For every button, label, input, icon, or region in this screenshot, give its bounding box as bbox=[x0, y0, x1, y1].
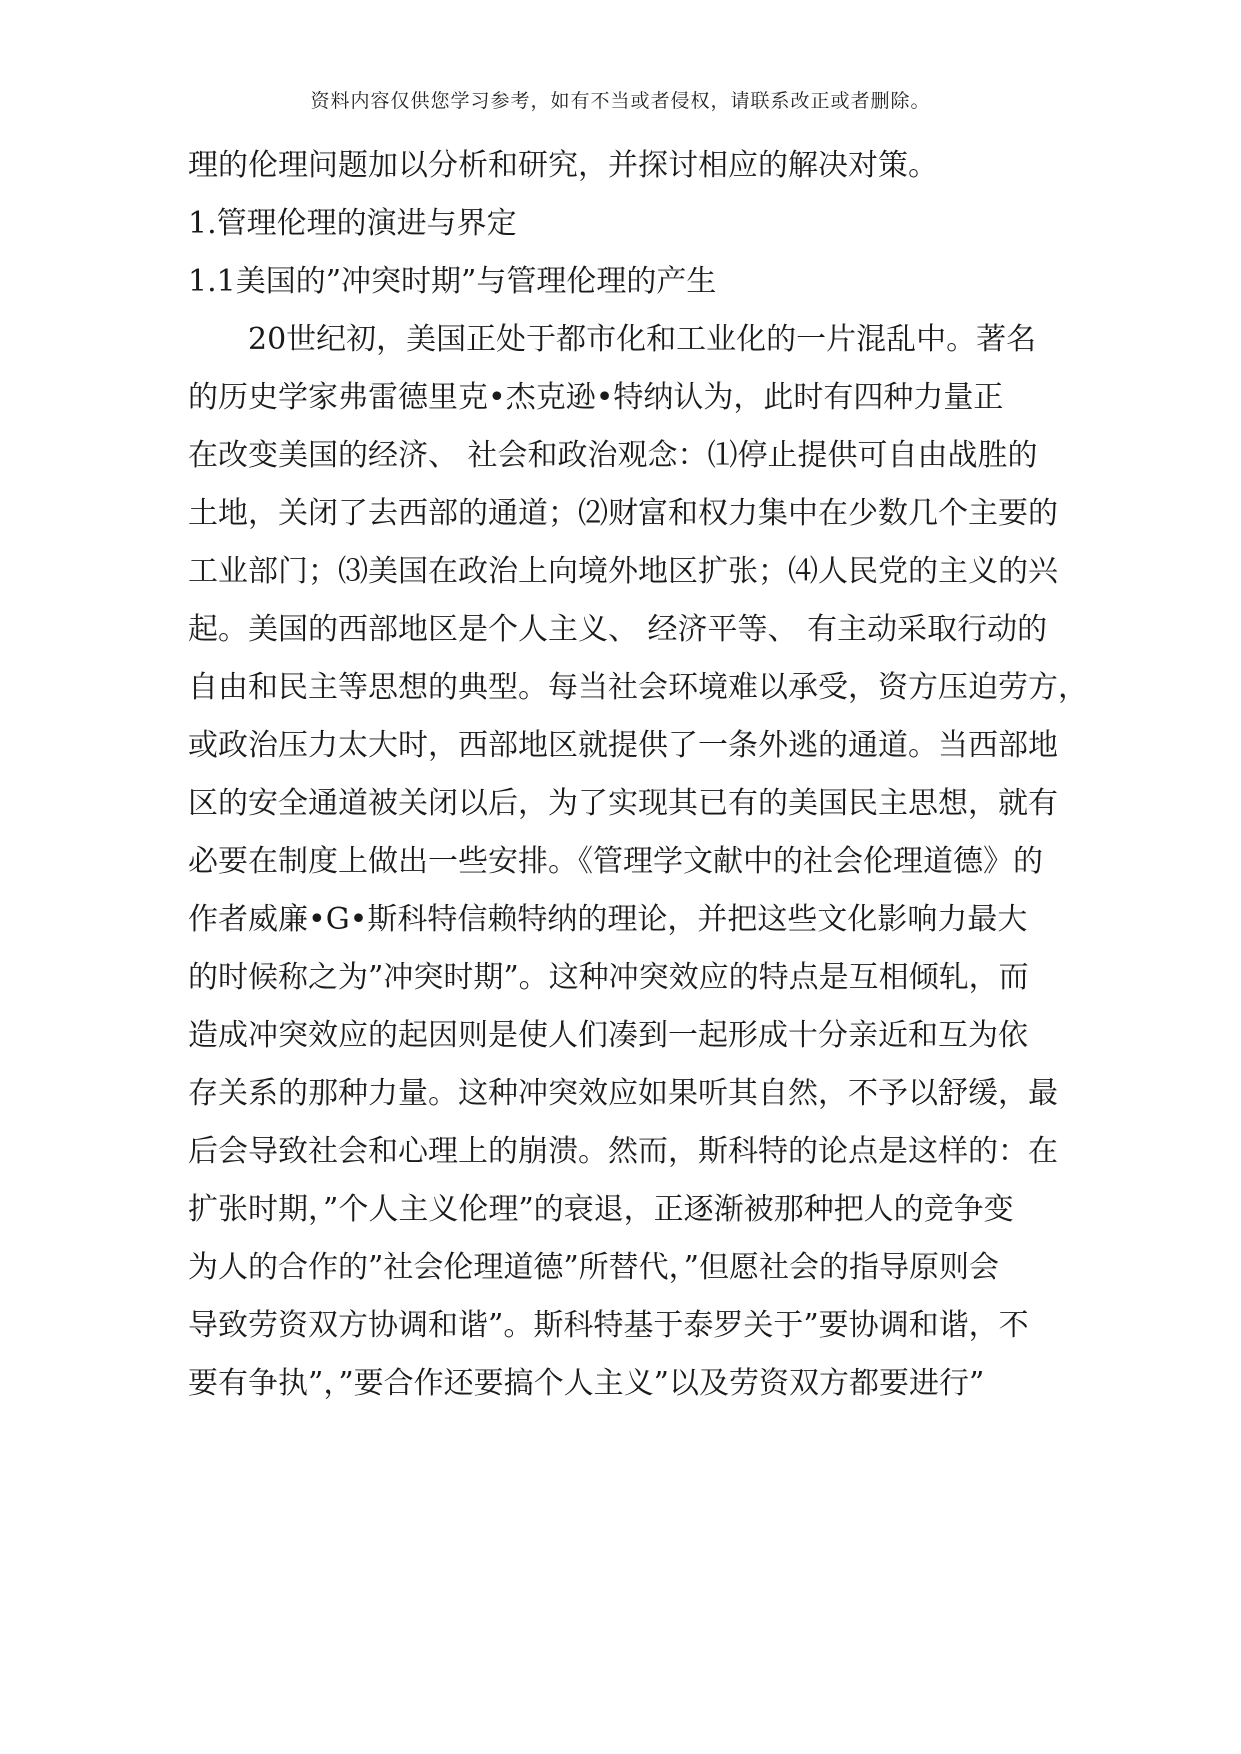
body-text-line: 扩张时期，”个人主义伦理”的衰退，正逐渐被那种把人的竞争变 bbox=[188, 1192, 1014, 1227]
body-text-line: 造成冲突效应的起因则是使人们凑到一起形成十分亲近和互为依 bbox=[188, 1018, 1028, 1053]
body-text-line: 在改变美国的经济、 社会和政治观念：⑴停止提供可自由战胜的 bbox=[188, 438, 1038, 473]
body-text-line: 为人的合作的”社会伦理道德”所替代，”但愿社会的指导原则会 bbox=[188, 1250, 1000, 1285]
body-text-line: 作者威廉•G•斯科特信赖特纳的理论，并把这些文化影响力最大 bbox=[188, 902, 1028, 937]
body-text-line: 或政治压力太大时，西部地区就提供了一条外逃的通道。当西部地 bbox=[188, 728, 1058, 763]
section-heading: 1.管理伦理的演进与界定 bbox=[188, 206, 517, 241]
body-text-line: 起。美国的西部地区是个人主义、 经济平等、 有主动采取行动的 bbox=[188, 612, 1048, 647]
paragraph-first-line: 20世纪初，美国正处于都市化和工业化的一片混乱中。著名 bbox=[248, 322, 1037, 357]
body-text-line: 工业部门；⑶美国在政治上向境外地区扩张；⑷人民党的主义的兴 bbox=[188, 554, 1058, 589]
body-text-line: 的时候称之为”冲突时期”。这种冲突效应的特点是互相倾轧，而 bbox=[188, 960, 1029, 995]
body-text-line: 自由和民主等思想的典型。每当社会环境难以承受，资方压迫劳方， bbox=[188, 670, 1088, 705]
subsection-heading: 1.1美国的”冲突时期”与管理伦理的产生 bbox=[188, 264, 717, 299]
body-text-line: 区的安全通道被关闭以后，为了实现其已有的美国民主思想，就有 bbox=[188, 786, 1058, 821]
body-text-line: 导致劳资双方协调和谐”。斯科特基于泰罗关于”要协调和谐，不 bbox=[188, 1308, 1029, 1343]
body-text-line: 土地，关闭了去西部的通道；⑵财富和权力集中在少数几个主要的 bbox=[188, 496, 1058, 531]
body-text-line: 要有争执”，”要合作还要搞个人主义”以及劳资双方都要进行” bbox=[188, 1366, 985, 1401]
body-text-line: 必要在制度上做出一些安排。《管理学文献中的社会伦理道德》的 bbox=[188, 844, 1043, 879]
body-text-line: 后会导致社会和心理上的崩溃。然而，斯科特的论点是这样的：在 bbox=[188, 1134, 1058, 1169]
body-text-line: 存关系的那种力量。这种冲突效应如果听其自然，不予以舒缓，最 bbox=[188, 1076, 1058, 1111]
body-text-line: 理的伦理问题加以分析和研究，并探讨相应的解决对策。 bbox=[188, 148, 938, 183]
page-header-notice: 资料内容仅供您学习参考，如有不当或者侵权，请联系改正或者删除。 bbox=[310, 90, 931, 112]
body-text-line: 的历史学家弗雷德里克•杰克逊•特纳认为，此时有四种力量正 bbox=[188, 380, 1004, 415]
